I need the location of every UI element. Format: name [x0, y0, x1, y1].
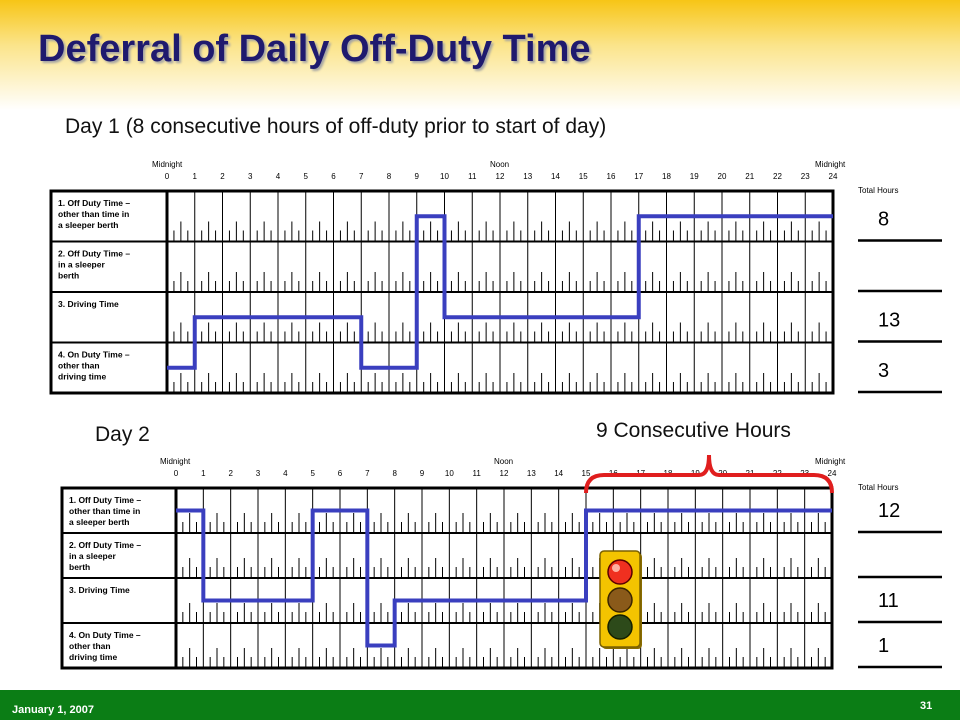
- day2-hour-label: 3: [255, 469, 261, 478]
- day2-hour-label: 21: [745, 469, 755, 478]
- day2-hour-label: 7: [365, 469, 370, 478]
- day2-hour-label: 0: [173, 469, 179, 478]
- day2-row-label: other than time in: [69, 506, 141, 516]
- bracket-label: 9 Consecutive Hours: [596, 419, 791, 442]
- day1-hour-label: 2: [220, 172, 225, 181]
- day1-midnight-left-label: Midnight: [152, 160, 183, 169]
- day2-hour-label: 9: [419, 469, 425, 478]
- day2-hour-label: 8: [392, 469, 397, 478]
- day1-total-value: 8: [878, 208, 890, 231]
- day1-hour-label: 12: [495, 172, 505, 181]
- day2-hour-label: 16: [608, 469, 618, 478]
- day2-row-label: a sleeper berth: [69, 517, 130, 527]
- day1-hour-label: 16: [606, 172, 616, 181]
- day1-row-label: other than time in: [58, 209, 130, 219]
- day1-midnight-right-label: Midnight: [815, 160, 846, 169]
- day1-row-label: 2. Off Duty Time –: [58, 248, 131, 259]
- day2-row-label: 4. On Duty Time –: [69, 630, 141, 640]
- day1-hour-label: 23: [800, 172, 810, 181]
- day1-hour-label: 6: [331, 172, 336, 181]
- day1-hour-label: 20: [717, 172, 727, 181]
- day1-hour-label: 9: [414, 172, 419, 181]
- day1-hour-label: 5: [303, 172, 308, 181]
- day2-hour-label: 17: [636, 469, 646, 478]
- day2-hour-label: 18: [663, 469, 673, 478]
- day2-hour-label: 1: [201, 469, 206, 478]
- day2-midnight-left-label: Midnight: [160, 457, 191, 466]
- footer-bar: [0, 690, 960, 720]
- day2-row-label: berth: [69, 562, 91, 572]
- slide-title: Deferral of Daily Off-Duty Time: [38, 28, 591, 70]
- day1-hour-label: 8: [386, 172, 392, 181]
- day2-total-value: 11: [878, 590, 899, 612]
- day1-hour-label: 17: [634, 172, 644, 181]
- day2-hour-label: 10: [444, 469, 454, 478]
- day2-hour-label: 6: [337, 469, 343, 478]
- day2-caption: Day 2: [95, 423, 150, 446]
- day1-row-label: other than: [58, 360, 100, 371]
- day2-hour-label: 20: [718, 469, 728, 478]
- day2-hour-label: 4: [283, 469, 288, 478]
- day1-hour-label: 14: [551, 172, 560, 181]
- day1-row-label: 1. Off Duty Time –: [58, 198, 131, 208]
- day2-row-label: 2. Off Duty Time –: [69, 540, 142, 550]
- day1-row-label: in a sleeper: [58, 259, 105, 270]
- day2-row-label: other than: [69, 641, 111, 651]
- day2-hour-label: 22: [772, 469, 782, 478]
- day2-hour-label: 14: [554, 469, 564, 478]
- day2-row-label: in a sleeper: [69, 551, 116, 561]
- day2-hour-label: 23: [800, 469, 810, 478]
- day1-total-value: 13: [878, 309, 901, 332]
- day2-noon-label: Noon: [494, 457, 514, 466]
- day1-hour-label: 0: [164, 172, 170, 181]
- day2-hour-label: 11: [472, 469, 481, 478]
- day1-hour-label: 1: [192, 172, 197, 181]
- day1-caption: Day 1 (8 consecutive hours of off-duty prior to start of day): [65, 115, 607, 138]
- day2-total-value: 12: [878, 500, 901, 522]
- day1-total-value: 3: [878, 360, 890, 382]
- traffic-light-red-lamp: [608, 560, 632, 584]
- day1-hour-label: 15: [578, 172, 588, 181]
- day2-midnight-right-label: Midnight: [815, 457, 846, 466]
- day1-noon-label: Noon: [490, 160, 510, 169]
- day1-row-label: 4. On Duty Time –: [58, 349, 130, 360]
- day1-hour-label: 18: [662, 172, 671, 181]
- day2-log: [62, 488, 942, 668]
- traffic-light-green-lamp: [608, 615, 632, 639]
- day1-hour-label: 24: [828, 172, 838, 181]
- traffic-light-red-glint: [612, 564, 620, 572]
- traffic-light-amber-lamp: [608, 588, 632, 612]
- day1-hour-label: 4: [275, 172, 281, 181]
- day1-row-label: a sleeper berth: [58, 220, 119, 230]
- day1-hour-label: 22: [773, 172, 782, 181]
- day1-hour-label: 19: [689, 172, 699, 181]
- day2-hour-label: 15: [581, 469, 591, 478]
- day1-log: [51, 191, 942, 393]
- day1-hour-label: 10: [440, 172, 449, 181]
- day2-hour-label: 5: [310, 469, 315, 478]
- day1-row-label: berth: [58, 270, 80, 281]
- day2-row-label: 3. Driving Time: [69, 585, 130, 595]
- day2-row-label: 1. Off Duty Time –: [69, 495, 142, 505]
- day2-total-hours-label: Total Hours: [858, 483, 899, 492]
- day1-row-label: 3. Driving Time: [58, 299, 119, 309]
- day2-total-value: 1: [878, 635, 890, 657]
- day1-hour-label: 11: [468, 172, 477, 181]
- day2-hour-label: 12: [499, 469, 509, 478]
- footer-date: January 1, 2007: [12, 704, 94, 716]
- day1-row-label: driving time: [58, 371, 107, 382]
- day1-hour-label: 3: [248, 172, 253, 181]
- day2-hour-label: 24: [827, 469, 837, 478]
- day2-hour-label: 19: [690, 469, 700, 478]
- day1-hour-label: 13: [523, 172, 533, 181]
- day1-hour-label: 7: [359, 172, 364, 181]
- day2-hour-label: 13: [526, 469, 536, 478]
- footer-page-number: 31: [920, 700, 933, 712]
- day2-row-label: driving time: [69, 652, 118, 662]
- day1-total-hours-label: Total Hours: [858, 186, 899, 195]
- day2-hour-label: 2: [228, 469, 233, 478]
- day1-hour-label: 21: [745, 172, 755, 181]
